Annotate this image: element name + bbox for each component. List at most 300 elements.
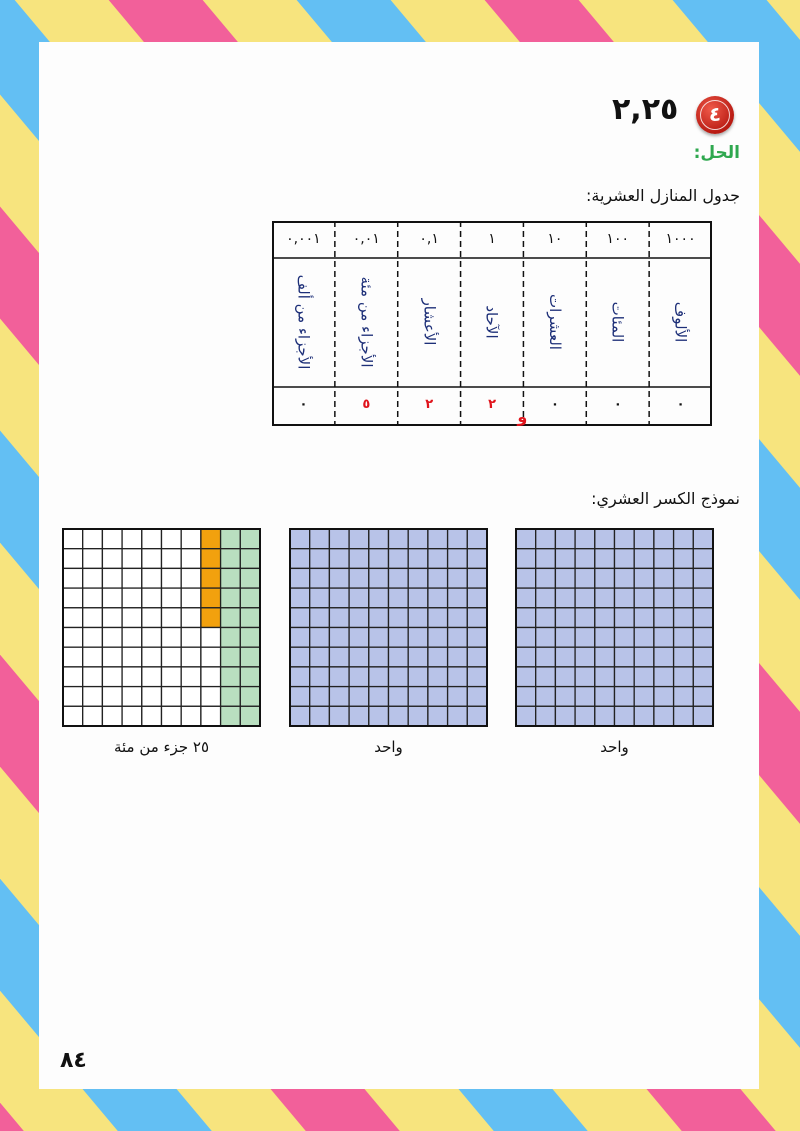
grid-cell [467,568,487,588]
grid-cell [240,549,260,569]
grid-cell [595,588,615,608]
grid-cell [122,549,142,569]
grid-cell [516,667,536,687]
grid-cell [536,628,556,648]
grid-cell [102,687,122,707]
place-name-text: الآحاد [483,305,502,339]
grid-cell [102,549,122,569]
grid-cell [221,667,241,687]
grid-cell [634,568,654,588]
grid-cell [102,647,122,667]
grid-cell [693,608,713,628]
grid-cell [221,608,241,628]
hundred-grid-3 [63,529,260,726]
grid-cell [240,588,260,608]
grid-cell [389,608,409,628]
place-header: ١٠٠٠ [665,231,696,247]
grid-cell [654,667,674,687]
grid-cell [290,608,310,628]
place-digit: ٠ [676,397,685,412]
grid-cell [349,568,369,588]
grid-cell [142,608,162,628]
grid-cell [162,608,182,628]
grid-cell [693,529,713,549]
grid-cell [575,588,595,608]
place-header: ٠,١ [419,231,439,247]
grid-cell [369,588,389,608]
grid-cell [408,529,428,549]
grid-cell [555,608,575,628]
grid-cell [448,568,468,588]
grid-cell [162,568,182,588]
grid-cell [428,549,448,569]
grid-cell [221,529,241,549]
grid-cell [63,706,83,726]
grid-cell [516,706,536,726]
grid-cell [536,549,556,569]
grid-cell [595,568,615,588]
decimal-point-mark: و [517,407,528,426]
grid-cell [162,667,182,687]
grid-cell [389,568,409,588]
grid-cell [201,529,221,549]
grid-cell [595,628,615,648]
grid-cell [575,529,595,549]
grid-cell [369,687,389,707]
place-name-text: الأجزاء من ألف [294,274,313,370]
grid-cell [122,667,142,687]
grid-cell [102,608,122,628]
grid-cell [329,588,349,608]
grid-cell [674,549,694,569]
grid-cell [654,529,674,549]
grid-cell [615,529,635,549]
grid-cell [83,529,103,549]
grid-cell [240,706,260,726]
grid-cell [428,667,448,687]
grid-cell [693,568,713,588]
grid-cell [595,549,615,569]
grid-cell [83,647,103,667]
grid-cell [329,608,349,628]
grid-cell [615,667,635,687]
grid-cell [162,647,182,667]
grid-cell [555,568,575,588]
solution-label: الحل: [693,143,740,163]
grid-cell [221,588,241,608]
grid-cell [389,706,409,726]
grid-cell [674,588,694,608]
grid-cell [448,667,468,687]
grid-cell [575,647,595,667]
grid-cell [536,529,556,549]
grid-cell [83,568,103,588]
grid-cell [555,687,575,707]
grid-cell [201,647,221,667]
grid-cell [329,529,349,549]
grid-cell [693,667,713,687]
grid-cell [102,628,122,648]
grid-cell [575,667,595,687]
grid-cell [595,667,615,687]
grid-cell [221,568,241,588]
grid-cell [290,549,310,569]
grid-cell [142,687,162,707]
grid-cell [142,706,162,726]
grid-cell [634,667,654,687]
grid-cell [615,647,635,667]
grid-cell [122,588,142,608]
question-number-value: ٢,٢٥ [612,92,679,127]
grid-cell [290,667,310,687]
grid-cell [329,549,349,569]
grid-cell [63,549,83,569]
grid-cell [408,628,428,648]
grid-cell [240,667,260,687]
grid-cell [674,628,694,648]
grid-cell [201,568,221,588]
grid-cell [654,588,674,608]
grid-cell [467,706,487,726]
grid-cell [329,568,349,588]
grid-cell [181,706,201,726]
grid-cell [634,608,654,628]
grid-cell [516,608,536,628]
grid-cell [595,608,615,628]
grid-cell [122,529,142,549]
grid-cell [389,529,409,549]
grid-cell [634,706,654,726]
grid-cell [162,628,182,648]
grid-cell [369,529,389,549]
grid-cell [310,549,330,569]
grid-cell [310,568,330,588]
grid-cell [428,706,448,726]
grid-cell [516,588,536,608]
grid-cell [221,687,241,707]
grid-cell [240,628,260,648]
grid-cell [615,549,635,569]
grid-cell [595,687,615,707]
grid-cell [408,667,428,687]
grid-cell [555,549,575,569]
grid-cell [310,687,330,707]
grid-cell [181,529,201,549]
grid-cell [615,588,635,608]
grid-cell [467,647,487,667]
grid-cell [181,647,201,667]
grid-cell [181,687,201,707]
grid-cell [221,628,241,648]
place-name-text: الألوف [671,301,690,343]
grid-cell [448,647,468,667]
grid-cell [408,687,428,707]
model-caption: واحد [374,738,403,756]
grid-cell [408,588,428,608]
grid-cell [555,706,575,726]
grid-cell [448,608,468,628]
grid-cell [428,687,448,707]
grid-cell [290,706,310,726]
grid-cell [448,628,468,648]
grid-cell [63,529,83,549]
grid-cell [310,667,330,687]
grid-cell [428,529,448,549]
place-digit: ٠ [613,397,622,412]
place-name-text: الأجزاء من مئة [357,276,376,368]
grid-cell [654,549,674,569]
grid-cell [516,687,536,707]
grid-cell [615,608,635,628]
grid-cell [615,568,635,588]
grid-cell [369,667,389,687]
grid-cell [162,549,182,569]
grid-cell [63,687,83,707]
grid-cell [634,628,654,648]
grid-cell [142,647,162,667]
grid-cell [693,687,713,707]
grid-cell [467,588,487,608]
grid-cell [240,687,260,707]
grid-cell [389,647,409,667]
grid-cell [575,608,595,628]
grid-cell [516,647,536,667]
grid-cell [240,647,260,667]
grid-cell [555,667,575,687]
question-number-badge: ٤ [696,96,734,134]
grid-cell [634,647,654,667]
grid-cell [329,667,349,687]
grid-cell [162,706,182,726]
grid-cell [181,608,201,628]
grid-cell [142,549,162,569]
grid-cell [181,667,201,687]
grid-cell [674,529,694,549]
grid-cell [181,628,201,648]
grid-cell [290,628,310,648]
grid-cell [102,588,122,608]
place-name-text: المئات [608,301,627,343]
grid-cell [142,667,162,687]
grid-cell [428,588,448,608]
grid-cell [290,687,310,707]
grid-cell [201,549,221,569]
grid-cell [162,687,182,707]
grid-cell [162,529,182,549]
grid-cell [63,647,83,667]
grid-cell [349,549,369,569]
grid-cell [63,667,83,687]
grid-cell [408,647,428,667]
grid-cell [536,588,556,608]
grid-cell [310,647,330,667]
grid-cell [349,529,369,549]
grid-cell [428,647,448,667]
grid-cell [516,529,536,549]
grid-cell [634,549,654,569]
grid-cell [122,568,142,588]
grid-cell [693,647,713,667]
grid-cell [122,706,142,726]
grid-cell [693,706,713,726]
grid-cell [240,608,260,628]
grid-cell [310,628,330,648]
place-header: ١٠ [547,231,563,247]
grid-cell [389,628,409,648]
grid-cell [408,549,428,569]
grid-cell [615,687,635,707]
grid-cell [448,529,468,549]
grid-cell [349,647,369,667]
grid-cell [634,687,654,707]
place-value-table-caption: جدول المنازل العشرية: [586,186,740,205]
grid-cell [389,588,409,608]
grid-cell [181,549,201,569]
grid-cell [595,647,615,667]
grid-cell [201,628,221,648]
grid-cell [102,568,122,588]
grid-cell [516,628,536,648]
grid-cell [369,628,389,648]
grid-cell [575,568,595,588]
grid-cell [654,647,674,667]
page-number: ٨٤ [60,1048,87,1073]
grid-cell [310,706,330,726]
grid-cell [102,529,122,549]
grid-cell [201,687,221,707]
grid-cell [122,628,142,648]
grid-cell [575,549,595,569]
grid-cell [615,628,635,648]
grid-cell [221,706,241,726]
grid-cell [536,667,556,687]
grid-cell [181,568,201,588]
grid-cell [349,608,369,628]
grid-cell [654,568,674,588]
grid-cell [83,667,103,687]
grid-cell [349,687,369,707]
grid-cell [201,706,221,726]
grid-cell [693,588,713,608]
grid-cell [693,628,713,648]
grid-cell [428,568,448,588]
grid-cell [536,647,556,667]
grid-cell [83,588,103,608]
grid-cell [142,529,162,549]
grid-cell [575,628,595,648]
grid-cell [240,568,260,588]
grid-cell [555,529,575,549]
grid-cell [467,549,487,569]
grid-cell [329,706,349,726]
model-caption: ٢٥ جزء من مئة [113,738,210,756]
place-name-text: الأعشار [420,298,439,346]
hundred-grid-2 [290,529,487,726]
grid-cell [674,608,694,628]
grid-cell [329,687,349,707]
grid-cell [389,549,409,569]
grid-cell [516,549,536,569]
grid-cell [693,549,713,569]
grid-cell [349,706,369,726]
grid-cell [674,667,694,687]
place-digit: ٠ [550,397,559,412]
grid-cell [63,568,83,588]
grid-cell [448,706,468,726]
grid-cell [240,529,260,549]
grid-cell [654,687,674,707]
grid-cell [290,529,310,549]
grid-cell [536,706,556,726]
grid-cell [448,588,468,608]
grid-cell [467,687,487,707]
grid-cell [555,647,575,667]
grid-cell [448,687,468,707]
place-digit: ٢ [488,397,497,412]
grid-cell [83,706,103,726]
grid-cell [536,608,556,628]
grid-cell [83,628,103,648]
grid-cell [201,608,221,628]
grid-cell [201,667,221,687]
grid-cell [369,549,389,569]
grid-cell [575,706,595,726]
grid-cell [369,706,389,726]
grid-cell [634,529,654,549]
grid-cell [349,588,369,608]
grid-cell [142,628,162,648]
grid-cell [63,628,83,648]
grid-cell [555,628,575,648]
grid-cell [654,608,674,628]
grid-cell [448,549,468,569]
place-name-text: العشرات [545,294,564,350]
grid-cell [634,588,654,608]
grid-cell [369,647,389,667]
grid-cell [674,687,694,707]
grid-cell [201,588,221,608]
grid-cell [467,667,487,687]
grid-cell [595,706,615,726]
grid-cell [63,588,83,608]
grid-cell [654,628,674,648]
grid-cell [467,608,487,628]
grid-cell [102,667,122,687]
grid-cell [615,706,635,726]
grid-cell [536,568,556,588]
place-digit: ٢ [425,397,434,412]
grid-cell [290,588,310,608]
place-header: ٠,٠٠١ [286,231,321,247]
grid-cell [221,549,241,569]
grid-cell [181,588,201,608]
grid-cell [555,588,575,608]
place-header: ١٠٠ [606,231,629,247]
grid-cell [516,568,536,588]
hundred-grid-1 [516,529,713,726]
grid-cell [575,687,595,707]
grid-cell [142,568,162,588]
grid-cell [83,687,103,707]
grid-cell [428,628,448,648]
grid-cell [221,647,241,667]
grid-cell [329,647,349,667]
grid-cell [310,608,330,628]
grid-cell [329,628,349,648]
decimal-model-caption: نموذج الكسر العشري: [591,489,740,508]
grid-cell [408,706,428,726]
place-digit: ٥ [362,397,371,412]
